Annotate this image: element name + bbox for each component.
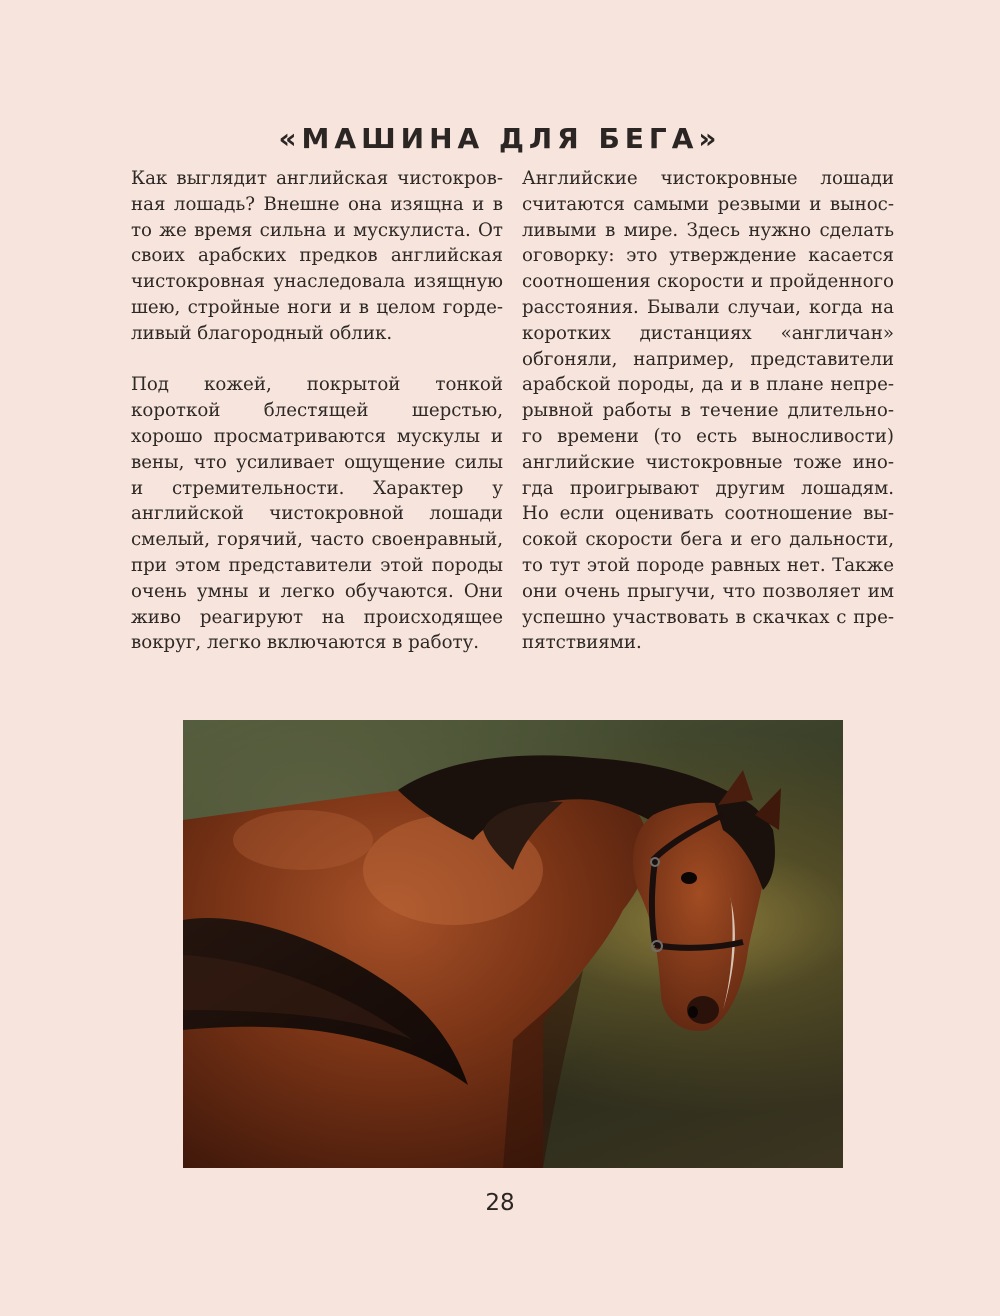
- page-number: 28: [485, 1190, 515, 1216]
- paragraph: Как выглядит английская чистокровная лошадь? Внешне она изящна и в то же время сильна и мускулиста. От своих арабских предков английская чистокровная унаследовала изящную шею, стройные ноги и в целом горделивый благородный облик.: [131, 168, 503, 344]
- right-text-column: [522, 166, 894, 656]
- horse-ear: [718, 770, 753, 805]
- paragraph: Под кожей, покрытой тонкой короткой блестящей шерстью, хорошо просматриваются мускулы и вены, что усиливает ощущение силы и стремительности. Характер у английской чистокровной лошади смелый, горячий, часто своенравный, при этом представители этой породы очень умны и легко обучаются. Они живо реагируют на происходящее вокруг, легко включаются в работу.: [131, 374, 503, 654]
- left-text-column: [131, 166, 503, 656]
- horse-eye: [681, 872, 697, 884]
- horse-painting: [183, 720, 843, 1168]
- paragraph: Английские чистокровные лошади считаются самыми резвыми и выносливыми в мире. Здесь нужно сделать оговорку: это утверждение касается соотношения скорости и пройденного расстояния. Бывали случаи, когда на коротких дистанциях «англичан» обгоняли, например, представители арабской породы, да и в плане непрерывной работы в течение длительного времени (то есть выносливости) английские чистокровные тоже иногда проигрывают другим лошадям. Но если оценивать соотношение высокой скорости бега и его дальности, то тут этой породе равных нет. Также они очень прыгучи, что позволяет им успешно участвовать в скачках с препятствиями.: [522, 168, 894, 654]
- horse-illustration: [183, 720, 843, 1168]
- page-title: «МАШИНА ДЛЯ БЕГА»: [278, 122, 722, 155]
